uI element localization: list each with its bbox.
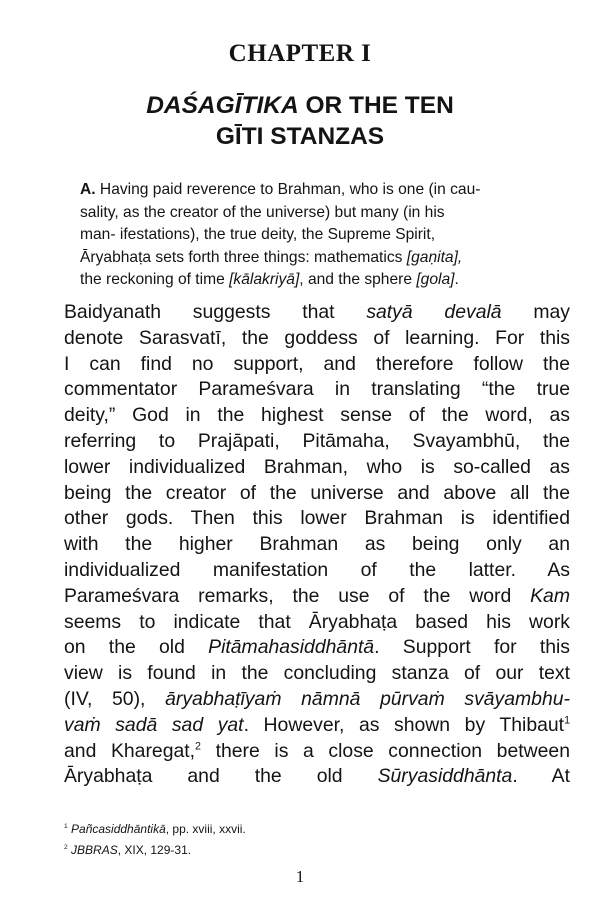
body-line: vaṁ sadā sad yat. However, as shown by Thibaut$^1$ <box>64 713 570 736</box>
chapter-title <box>0 90 600 152</box>
footnote-2: $^2$ JBBRAS, XIX, 129-31. <box>64 843 192 857</box>
body-line: being the creator of the universe and above all the <box>64 481 570 504</box>
body-line: I can find no support, and therefore follow the <box>64 352 570 375</box>
body-line: and Kharegat,$^2$ there is a close connection between <box>64 739 570 762</box>
footnote-ref-2[interactable]: 2 <box>195 740 201 753</box>
verse-line: sality, as the creator of the universe) but many (in his <box>80 203 445 221</box>
footnote-1: $^1$ Pañcasiddhāntikā, pp. xviii, xxvii. <box>64 822 246 836</box>
verse-translation <box>80 179 566 292</box>
body-line: on the old Pitāmahasiddhāntā. Support for this <box>64 636 570 659</box>
body-line: denote Sarasvatī, the goddess of learning. For this <box>64 326 570 349</box>
body-line: view is found in the concluding stanza of our text <box>64 662 570 685</box>
title-sanskrit-word: DAŚAGĪTIKA <box>146 92 299 119</box>
footnote-ref-1[interactable]: 1 <box>564 714 570 727</box>
body-line: deity,” God in the highest sense of the word, as <box>64 404 570 427</box>
verse-term-kalakriya: [kālakriyā] <box>229 271 300 288</box>
body-line: Baidyanath suggests that satyā devalā may <box>64 301 570 323</box>
body-line: (IV, 50), āryabhaṭīyaṁ nāmnā pūrvaṁ svāyambhu- <box>64 687 570 710</box>
verse-line: Āryabhaṭa sets forth three things: mathematics [gaṇita], <box>80 248 463 266</box>
body-line: individualized manifestation of the latter. As <box>64 558 570 581</box>
verse-term-ganita: [gaṇita], <box>406 248 463 266</box>
verse-line: the reckoning of time [kālakriyā], and the sphere [gola]. <box>80 271 459 288</box>
body-line: other gods. Then this lower Brahman is identified <box>64 507 570 530</box>
body-line: seems to indicate that Āryabhaṭa based his work <box>64 610 570 633</box>
commentary-paragraph <box>64 300 570 790</box>
title-line-2: GĪTI STANZAS <box>215 123 385 150</box>
body-line: referring to Prajāpati, Pitāmaha, Svayambhū, the <box>64 429 570 452</box>
body-line: lower individualized Brahman, who is so-called as <box>64 455 570 478</box>
verse-term-gola: [gola] <box>416 271 455 288</box>
title-line-1 <box>146 92 454 119</box>
verse-line: A. Having paid reverence to Brahman, who is one (in cau- <box>80 181 481 198</box>
verse-line: man- ifestations), the true deity, the Supreme Spirit, <box>80 226 436 243</box>
body-line: Āryabhaṭa and the old Sūryasiddhānta. At <box>64 765 570 788</box>
body-line: Parameśvara remarks, the use of the word Kam <box>64 584 570 607</box>
body-line: with the higher Brahman as being only an <box>64 533 570 556</box>
verse-label: A. <box>80 181 96 198</box>
page-number: 1 <box>295 867 305 886</box>
body-line: commentator Parameśvara in translating “the true <box>64 378 570 401</box>
title-line-1-rest: OR THE TEN <box>298 92 454 119</box>
chapter-heading: CHAPTER I <box>228 40 372 67</box>
